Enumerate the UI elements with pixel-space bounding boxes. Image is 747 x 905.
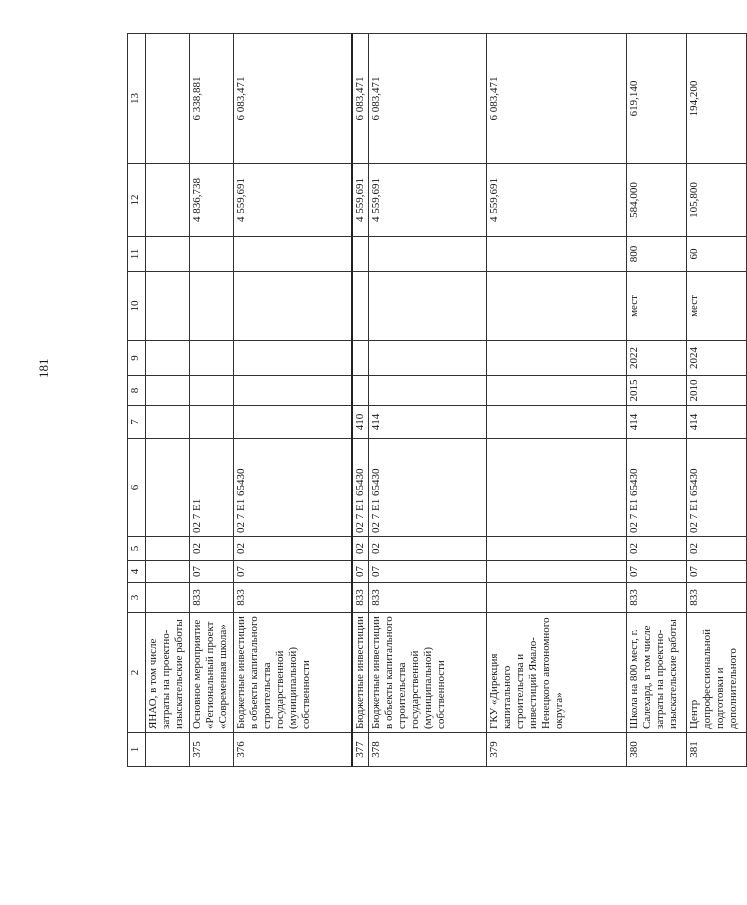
table-row [234,34,352,767]
table-cell-col-11 [190,237,234,272]
table-cell-col-3: 833 [626,583,686,613]
table-cell-col-12: 584,000 [626,164,686,237]
table-cell-col-7 [486,406,626,439]
table-cell-col-6: 02 7 E1 65430 [352,439,369,537]
header-cell-8: 8 [128,376,146,406]
header-cell-4: 4 [128,561,146,583]
table-cell-col-4: 07 [368,561,486,583]
table-cell-col-1: 378 [368,733,486,767]
budget-table [127,33,747,767]
table-cell-col-11: 800 [626,237,686,272]
table-cell-col-4: 07 [686,561,746,583]
table-cell-col-10 [486,272,626,341]
table-cell-col-2: Бюджетные инвестиции в объекты капитального строительства государственной (муниципальной) собственности [368,613,486,733]
header-cell-9: 9 [128,341,146,376]
table-row [352,34,369,767]
table-cell-col-9 [352,341,369,376]
table-cell-col-1 [146,733,190,767]
table-cell-col-6: 02 7 E1 65430 [234,439,352,537]
table-cell-col-10 [368,272,486,341]
table-cell-col-5: 02 [686,537,746,561]
table-cell-col-1: 375 [190,733,234,767]
table-cell-col-13 [146,34,190,164]
page-number: 181 [36,358,51,378]
header-cell-10: 10 [128,272,146,341]
table-cell-col-7 [190,406,234,439]
table-cell-col-8 [352,376,369,406]
table-cell-col-13: 6 083,471 [234,34,352,164]
table-cell-col-5 [486,537,626,561]
table-cell-col-2: Бюджетные инвестиции в объекты капитального строительства государственной (муниципальной) собственности [234,613,352,733]
table-cell-col-6 [146,439,190,537]
table-cell-col-4: 07 [626,561,686,583]
table-cell-col-2: Основное мероприятие «Региональный проект «Современная школа» [190,613,234,733]
table-row [486,34,626,767]
table-cell-col-3: 833 [368,583,486,613]
table-cell-col-9 [146,341,190,376]
table-row [190,34,234,767]
table-cell-col-4: 07 [190,561,234,583]
table-row [626,34,686,767]
table-cell-col-8: 2015 [626,376,686,406]
table-cell-col-2: ЯНАО, в том числе затраты на проектно-изыскательские работы [146,613,190,733]
header-cell-13: 13 [128,34,146,164]
table-cell-col-11 [486,237,626,272]
table-cell-col-7: 414 [368,406,486,439]
table-cell-col-9: 2022 [626,341,686,376]
table-cell-col-8 [234,376,352,406]
header-cell-5: 5 [128,537,146,561]
table-row [146,34,190,767]
table-cell-col-9 [486,341,626,376]
table-cell-col-5: 02 [352,537,369,561]
table-cell-col-3: 833 [686,583,746,613]
table-cell-col-4: 07 [352,561,369,583]
table-cell-col-12: 4 559,691 [352,164,369,237]
header-cell-3: 3 [128,583,146,613]
table-cell-col-9: 2024 [686,341,746,376]
table-cell-col-5: 02 [234,537,352,561]
table-cell-col-2: Центр допрофессиональной подготовки и дополнительного [686,613,746,733]
table-cell-col-1: 377 [352,733,369,767]
budget-table-wrapper [127,34,739,767]
table-cell-col-8 [190,376,234,406]
table-cell-col-13: 6 083,471 [486,34,626,164]
table-cell-col-10 [352,272,369,341]
table-cell-col-10 [190,272,234,341]
table-cell-col-12: 4 559,691 [234,164,352,237]
table-cell-col-9 [190,341,234,376]
table-cell-col-7: 414 [686,406,746,439]
table-cell-col-13: 619,140 [626,34,686,164]
table-cell-col-5: 02 [368,537,486,561]
table-cell-col-12: 4 559,691 [368,164,486,237]
table-cell-col-3: 833 [190,583,234,613]
table-cell-col-7: 414 [626,406,686,439]
table-cell-col-10: мест [686,272,746,341]
header-cell-12: 12 [128,164,146,237]
table-cell-col-6: 02 7 E1 65430 [626,439,686,537]
table-cell-col-4 [486,561,626,583]
table-cell-col-10 [146,272,190,341]
table-cell-col-12: 105,800 [686,164,746,237]
table-cell-col-8 [146,376,190,406]
table-cell-col-2: Бюджетные инвестиции [352,613,369,733]
table-cell-col-3: 833 [234,583,352,613]
table-cell-col-3 [146,583,190,613]
table-cell-col-11 [234,237,352,272]
table-cell-col-3 [486,583,626,613]
header-cell-7: 7 [128,406,146,439]
table-cell-col-9 [234,341,352,376]
table-row [686,34,746,767]
table-cell-col-9 [368,341,486,376]
table-cell-col-7 [146,406,190,439]
table-cell-col-12: 4 559,691 [486,164,626,237]
table-cell-col-1: 380 [626,733,686,767]
table-cell-col-13: 6 083,471 [352,34,369,164]
table-cell-col-6: 02 7 E1 65430 [686,439,746,537]
header-cell-6: 6 [128,439,146,537]
table-cell-col-3: 833 [352,583,369,613]
table-cell-col-11 [146,237,190,272]
table-cell-col-12: 4 836,738 [190,164,234,237]
table-cell-col-6: 02 7 E1 [190,439,234,537]
table-cell-col-12 [146,164,190,237]
table-cell-col-5: 02 [626,537,686,561]
table-cell-col-2: ГКУ «Дирекция капитального строительства и инвестиций Ямало-Ненецкого автономного округа» [486,613,626,733]
table-cell-col-10 [234,272,352,341]
table-row [368,34,486,767]
table-cell-col-6 [486,439,626,537]
header-row [128,34,146,767]
table-cell-col-13: 6 338,881 [190,34,234,164]
table-cell-col-2: Школа на 800 мест, г. Салехард, в том числе затраты на проектно-изыскательские работы [626,613,686,733]
table-cell-col-8: 2010 [686,376,746,406]
header-cell-1: 1 [128,733,146,767]
header-cell-11: 11 [128,237,146,272]
table-cell-col-13: 6 083,471 [368,34,486,164]
table-cell-col-4: 07 [234,561,352,583]
table-cell-col-7 [234,406,352,439]
table-cell-col-1: 376 [234,733,352,767]
table-cell-col-10: мест [626,272,686,341]
table-cell-col-1: 381 [686,733,746,767]
table-cell-col-1: 379 [486,733,626,767]
table-cell-col-8 [368,376,486,406]
table-cell-col-8 [486,376,626,406]
table-cell-col-7: 410 [352,406,369,439]
table-cell-col-11 [352,237,369,272]
table-cell-col-11: 60 [686,237,746,272]
table-cell-col-13: 194,200 [686,34,746,164]
table-cell-col-6: 02 7 E1 65430 [368,439,486,537]
header-cell-2: 2 [128,613,146,733]
table-cell-col-5 [146,537,190,561]
table-cell-col-4 [146,561,190,583]
table-cell-col-5: 02 [190,537,234,561]
table-cell-col-11 [368,237,486,272]
